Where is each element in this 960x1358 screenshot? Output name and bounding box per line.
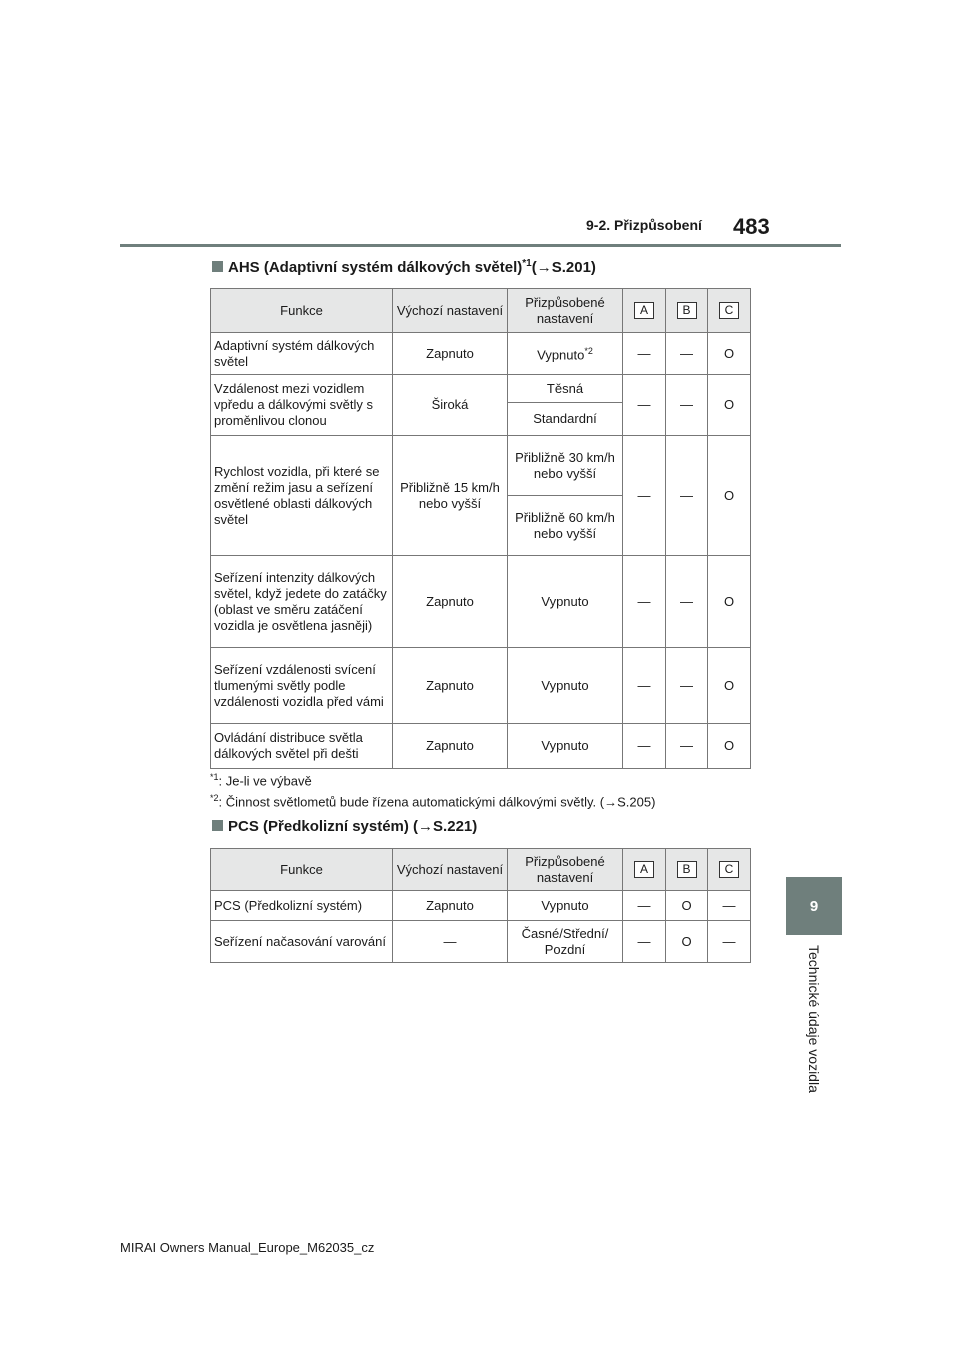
cell-vychozi: Zapnuto [393,648,508,724]
table-row [211,375,751,403]
footnote-2 [210,793,655,809]
cell-a: — [623,891,666,921]
col-funkce: Funkce [211,289,393,333]
col-vychozi: Výchozí nastavení [393,289,508,333]
cell-vychozi: Zapnuto [393,556,508,648]
col-c [708,289,751,333]
cell-c: O [708,556,751,648]
table-header-row [211,849,751,891]
footnote-1 [210,772,312,788]
cell-b: — [666,556,708,648]
col-b-box: B [677,861,697,878]
page-number: 483 [733,214,770,239]
table-header-row [211,289,751,333]
col-a [623,849,666,891]
table-row [211,891,751,921]
ahs-title-footnote: *1 [522,258,532,269]
cell-c: O [708,724,751,769]
cell-a: — [623,556,666,648]
ahs-settings-table [210,288,751,769]
cell-c: O [708,436,751,556]
cell-funkce: PCS (Předkolizní systém) [211,891,393,921]
cell-funkce: Seřízení vzdálenosti svícení tlumenými světly podle vzdálenosti vozidla před vámi [211,648,393,724]
footnote-1-mark: *1 [210,772,219,782]
section-title-pcs [212,818,477,835]
col-vychozi: Výchozí nastavení [393,849,508,891]
cell-a: — [623,333,666,375]
cell-b: O [666,891,708,921]
chapter-tab: 9 [786,877,842,935]
cell-vychozi: Široká [393,375,508,436]
chapter-label-text: Technické údaje vozidla [806,945,822,1093]
footnote-2-text: : Činnost světlometů bude řízena automatickými dálkovými světly. (→S.205) [218,794,656,810]
cell-prizp: Těsná [508,375,623,403]
col-a-box: A [634,302,654,319]
footnote-1-text: : Je-li ve výbavě [218,773,312,789]
col-prizp: Přizpůsobené nastavení [508,849,623,891]
cell-vychozi: Zapnuto [393,891,508,921]
cell-prizp: Přibližně 60 km/h nebo vyšší [508,496,623,556]
header-divider [120,244,841,247]
cell-vychozi: — [393,921,508,963]
cell-a: — [623,724,666,769]
ahs-title-ref: (→S.201) [531,259,596,276]
cell-funkce: Seřízení načasování varování [211,921,393,963]
cell-prizp: Standardní [508,403,623,436]
cell-prizp: Vypnuto [508,891,623,921]
cell-b: — [666,648,708,724]
cell-vychozi: Přibližně 15 km/h nebo vyšší [393,436,508,556]
col-c-box: C [719,861,739,878]
cell-a: — [623,375,666,436]
col-funkce: Funkce [211,849,393,891]
table-row [211,648,751,724]
table-row [211,333,751,375]
square-bullet-icon [212,820,223,831]
col-c [708,849,751,891]
cell-funkce: Vzdálenost mezi vozidlem vpředu a dálkovými světly s proměnlivou clonou [211,375,393,436]
cell-c: — [708,921,751,963]
cell-funkce: Adaptivní systém dálkových světel [211,333,393,375]
cell-prizp: Vypnuto [508,648,623,724]
cell-vychozi: Zapnuto [393,333,508,375]
ahs-title-text: AHS (Adaptivní systém dálkových světel) [228,259,523,276]
col-b [666,849,708,891]
table-row [211,556,751,648]
col-c-box: C [719,302,739,319]
cell-prizp-footnote: *2 [584,346,593,357]
cell-a: — [623,436,666,556]
square-bullet-icon [212,261,223,272]
cell-a: — [623,648,666,724]
cell-prizp-text: Vypnuto [537,347,585,363]
col-a [623,289,666,333]
cell-a: — [623,921,666,963]
col-b-box: B [677,302,697,319]
chapter-label [786,945,842,1115]
cell-funkce: Seřízení intenzity dálkových světel, když jedete do zatáčky (oblast ve směru zatáčení vozidla je osvětlena jasněji) [211,556,393,648]
cell-c: O [708,648,751,724]
cell-prizp: Časné/Střední/ Pozdní [508,921,623,963]
cell-prizp: Přibližně 30 km/h nebo vyšší [508,436,623,496]
footnote-2-mark: *2 [210,793,219,803]
cell-funkce: Rychlost vozidla, při které se změní režim jasu a seřízení osvětlené oblasti dálkových světel [211,436,393,556]
table-row [211,724,751,769]
cell-b: — [666,436,708,556]
cell-c: O [708,333,751,375]
cell-prizp: Vypnuto [508,724,623,769]
cell-vychozi: Zapnuto [393,724,508,769]
cell-funkce: Ovládání distribuce světla dálkových světel při dešti [211,724,393,769]
col-prizp: Přizpůsobené nastavení [508,289,623,333]
footer-text: MIRAI Owners Manual_Europe_M62035_cz [120,1240,375,1255]
pcs-settings-table [210,848,751,963]
pcs-title-text: PCS (Předkolizní systém) (→S.221) [228,818,478,835]
table-row [211,921,751,963]
section-title-ahs [212,258,596,276]
cell-prizp [508,333,623,375]
cell-prizp: Vypnuto [508,556,623,648]
section-heading: 9-2. Přizpůsobení [586,217,702,233]
cell-c: — [708,891,751,921]
cell-b: — [666,333,708,375]
cell-c: O [708,375,751,436]
table-row [211,436,751,496]
cell-b: O [666,921,708,963]
cell-b: — [666,724,708,769]
cell-b: — [666,375,708,436]
col-b [666,289,708,333]
col-a-box: A [634,861,654,878]
